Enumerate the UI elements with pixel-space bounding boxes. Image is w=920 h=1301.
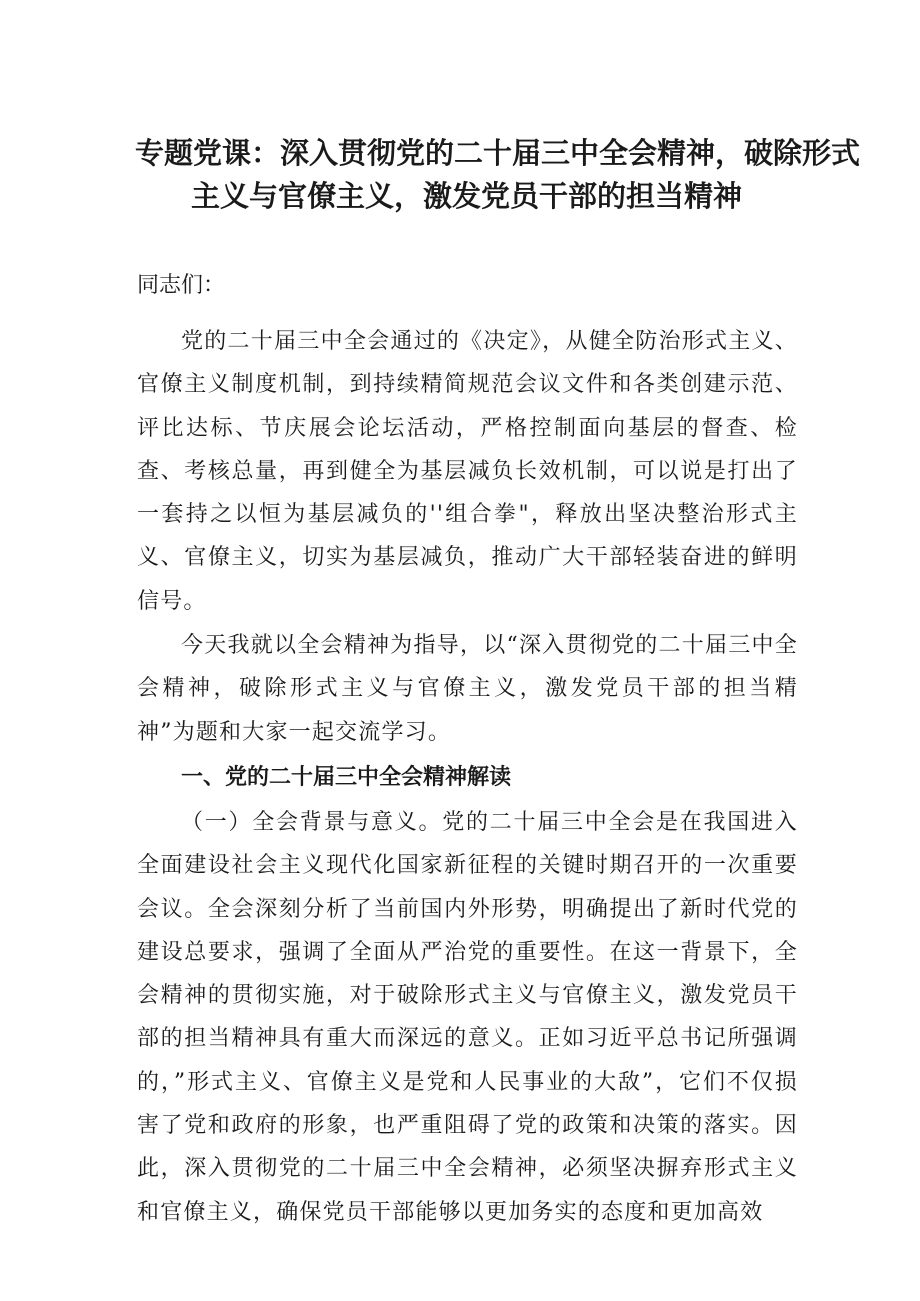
section-heading: 一、党的二十届三中全会精神解读: [181, 764, 512, 790]
title-line-2: 主义与官僚主义，激发党员干部的担当精神: [190, 179, 742, 213]
body-paragraph-1: 党的二十届三中全会通过的《决定》，从健全防治形式主义、官僚主义制度机制，到持续精简规范会议文件和各类创建示范、评比达标、节庆展会论坛活动，严格控制面向基层的督查、检查、考核总量，再到健全为基层减负长效机制，可以说是打出了一套持之以恒为基层减负的''组合拳"，释放出坚决整治形式主义、官僚主义，切实为基层减负，推动广大干部轻装奋进的鲜明信号。: [137, 329, 798, 614]
title-line-1: 专题党课：深入贯彻党的二十届三中全会精神，破除形式: [135, 136, 861, 170]
document-title: [135, 132, 861, 218]
salutation: 同志们：: [137, 273, 226, 298]
body-paragraph-2: 今天我就以全会精神为指导，以“深入贯彻党的二十届三中全会精神，破除形式主义与官僚主义，激发党员干部的担当精神”为题和大家一起交流学习。: [137, 633, 798, 745]
section-paragraph: （一）全会背景与意义。党的二十届三中全会是在我国进入全面建设社会主义现代化国家新征程的关键时期召开的一次重要会议。全会深刻分析了当前国内外形势，明确提出了新时代党的建设总要求，强调了全面从严治党的重要性。在这一背景下，全会精神的贯彻实施，对于破除形式主义与官僚主义，激发党员干部的担当精神具有重大而深远的意义。正如习近平总书记所强调的，”形式主义、官僚主义是党和人民事业的大敌”，它们不仅损害了党和政府的形象，也严重阻碍了党的政策和决策的落实。因此，深入贯彻党的二十届三中全会精神，必须坚决摒弃形式主义和官僚主义，确保党员干部能够以更加务实的态度和更加高效: [137, 809, 798, 1225]
